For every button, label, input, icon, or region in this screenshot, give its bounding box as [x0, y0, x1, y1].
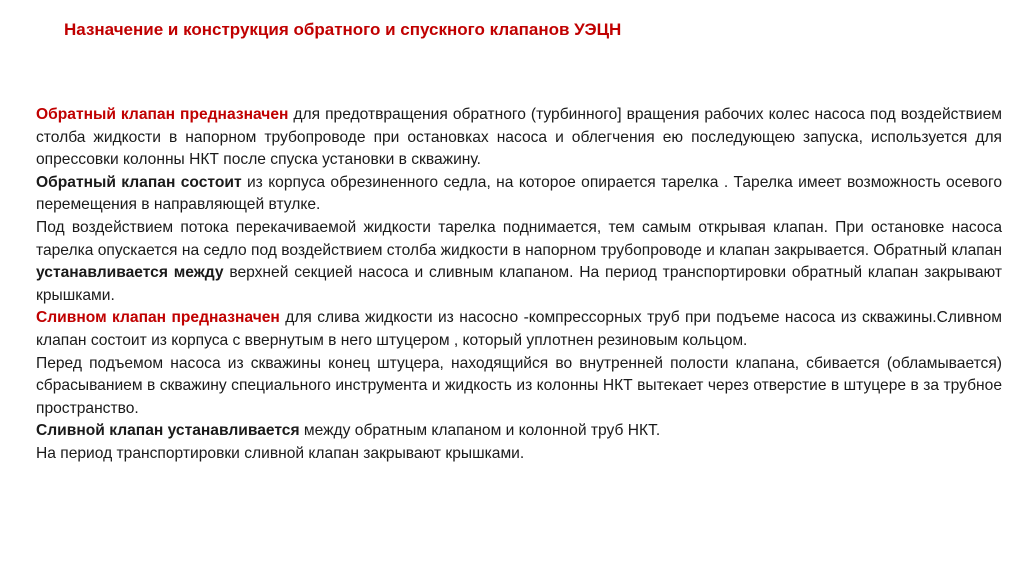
paragraph-text: верхней секцией насоса и сливным клапаном. На период транспортировки обратный клапан закрывают крышками.	[36, 264, 1002, 304]
term-check-valve-design: Обратный клапан состоит	[36, 173, 242, 191]
paragraph-text: между обратным клапаном и колонной труб НКТ.	[299, 422, 661, 440]
paragraph-check-valve-purpose	[36, 104, 1002, 172]
paragraph-text: Перед подъемом насоса из скважины конец штуцера, находящийся во внутренней полости клапана, сбивается (обламывается) сбрасыванием в скважину специального инструмента и жидкость из колонны НКТ вытекает через отверстие в штуцере в за трубное пространство.	[36, 354, 1002, 417]
paragraph-drain-valve-purpose	[36, 307, 1002, 352]
paragraph-text: для слива жидкости из насосно -компрессорных труб при подъеме насоса из скважины.Сливном клапан состоит из корпуса с ввернутым в него штуцером , который уплотнен резиновым кольцом.	[36, 309, 1002, 349]
paragraph-drain-valve-install	[36, 420, 1002, 443]
paragraph-drain-valve-transport	[36, 443, 1002, 466]
term-installed-between: устанавливается между	[36, 264, 224, 282]
slide-title: Назначение и конструкция обратного и спускного клапанов УЭЦН	[64, 20, 622, 39]
paragraph-text: На период транспортировки сливной клапан закрывают крышками.	[36, 444, 525, 462]
term-drain-valve-purpose: Сливном клапан предназначен	[36, 309, 280, 327]
term-drain-valve-install: Сливной клапан устанавливается	[36, 422, 300, 440]
paragraph-text: Под воздействием потока перекачиваемой жидкости тарелка поднимается, тем самым открывая клапан. При остановке насоса тарелка опускается на седло под воздействием столба жидкости в напорном трубопроводе и клапан закрывается. Обратный клапан	[36, 218, 1002, 259]
paragraph-text: из корпуса обрезиненного седла, на которое опирается тарелка . Тарелка имеет возможность осевого перемещения в направляющей втулке.	[36, 173, 1002, 214]
paragraph-drain-valve-operation	[36, 353, 1002, 421]
slide-body	[36, 104, 1002, 466]
term-check-valve-purpose: Обратный клапан предназначен	[36, 106, 289, 123]
paragraph-check-valve-operation	[36, 217, 1002, 307]
paragraph-text: для предотвращения обратного (турбинного] вращения рабочих колес насоса под воздействием столба жидкости в напорном трубопроводе при остановках насоса и облегчения ею последующею запуска, используется для опрессовки колонны НКТ после спуска установки в скважину.	[36, 106, 1003, 169]
paragraph-check-valve-design	[36, 172, 1002, 217]
